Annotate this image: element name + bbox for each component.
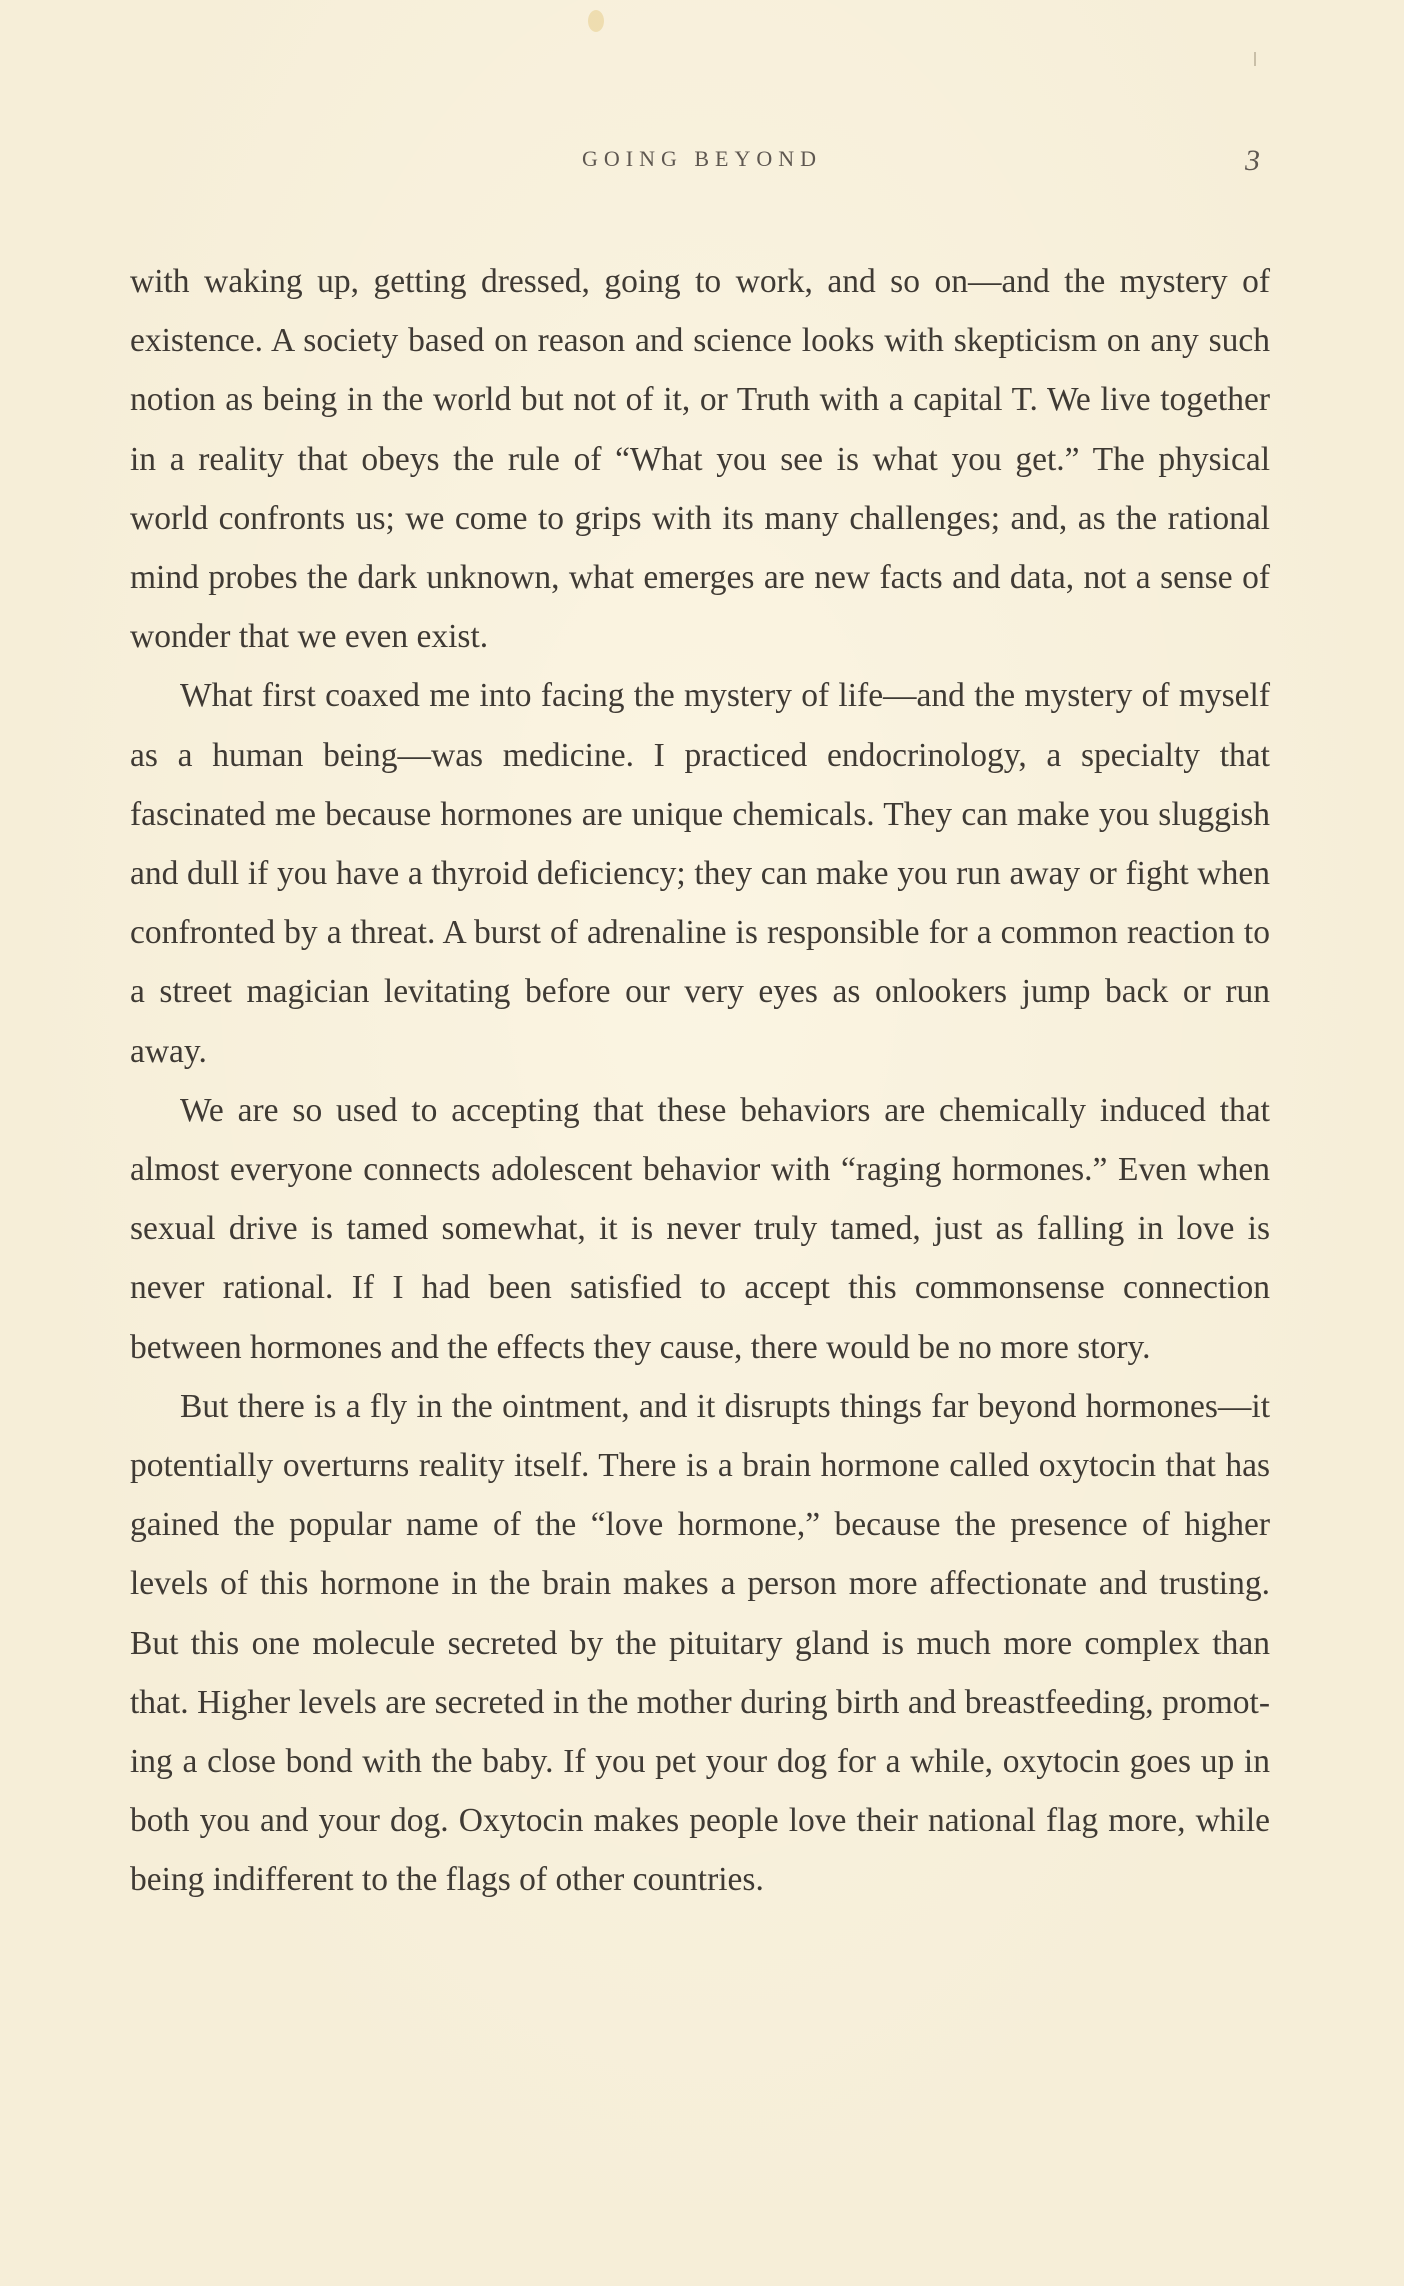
paragraph: But there is a fly in the ointment, and it disrupts things far beyond hormones—it potentially overturns reality itself. There is a brain hormone called oxytocin that has gained the popular name of the “love hormone,” because the presence of higher levels of this hormone in the brain makes a person more affectionate and trusting. But this one molecule secreted by the pituitary gland is much more complex than that. Higher levels are secreted in the mother during birth and breastfeeding, promoting a close bond with the baby. If you pet your dog for a while, oxytocin goes up in both you and your dog. Oxytocin makes people love their national flag more, while being indifferent to the flags of other countries. (130, 1387, 1270, 1899)
paragraph-continued: with waking up, getting dressed, going to work, and so on—and the mystery of existence. A society based on reason and science looks with skepticism on any such notion as being in the world but not of it, or Truth with a capital T. We live together in a reality that obeys the rule of “What you see is what you get.” The physical world confronts us; we come to grips with its many challenges; and, as the rational mind probes the dark unknown, what emerges are new facts and data, not a sense of wonder that we even exist. (130, 263, 1270, 656)
paper-stain (588, 10, 604, 32)
running-head: GOING BEYOND (581, 146, 823, 171)
paragraph: What first coaxed me into facing the mystery of life—and the mystery of myself as a human being—was medicine. I practiced endocrinology, a specialty that fascinated me because hormones are unique chemicals. They can make you sluggish and dull if you have a thyroid deficiency; they can make you run away or fight when confronted by a threat. A burst of adrenaline is responsible for a common reaction to a street magician levitating before our very eyes as onlookers jump back or run away. (130, 677, 1270, 1070)
paper-mark (1254, 52, 1256, 66)
body-text (130, 252, 1270, 1910)
page-number: 3 (1245, 144, 1260, 177)
paragraph: We are so used to accepting that these behaviors are chemically induced that almost everyone connects adolescent behavior with “raging hormones.” Even when sexual drive is tamed somewhat, it is never truly tamed, just as falling in love is never rational. If I had been satisfied to accept this commonsense connection between hormones and the effects they cause, there would be no more story. (130, 1091, 1270, 1366)
page-header (0, 146, 1404, 186)
